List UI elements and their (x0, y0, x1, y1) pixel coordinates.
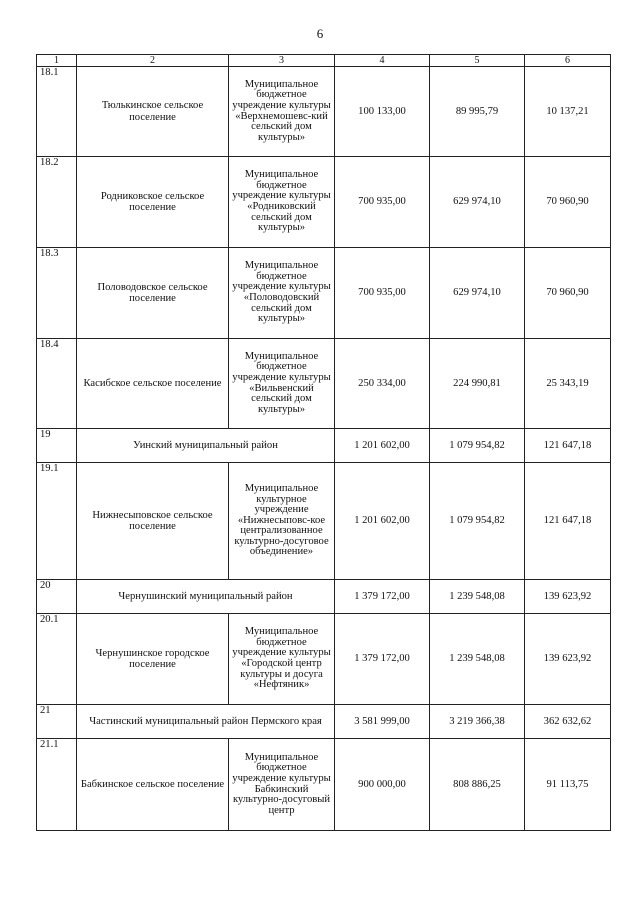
amount-col5: 1 079 954,82 (430, 463, 525, 580)
amount-col4: 1 379 172,00 (335, 580, 430, 614)
table-row (37, 67, 611, 157)
institution-name: Муниципальное бюджетное учреждение культуры Бабкинский культурно-досуговый центр (229, 739, 335, 831)
amount-col6: 121 647,18 (525, 463, 611, 580)
amount-col5: 1 239 548,08 (430, 580, 525, 614)
row-number: 19.1 (37, 463, 77, 580)
row-number: 18.3 (37, 248, 77, 339)
institution-name: Муниципальное бюджетное учреждение культуры «Родниковский сельский дом культуры» (229, 157, 335, 248)
amount-col5: 3 219 366,38 (430, 705, 525, 739)
amount-col6: 10 137,21 (525, 67, 611, 157)
table-row (37, 463, 611, 580)
amount-col6: 91 113,75 (525, 739, 611, 831)
table-row (37, 339, 611, 429)
district-name: Уинский муниципальный район (77, 429, 335, 463)
row-number: 18.2 (37, 157, 77, 248)
settlement-name: Тюлькинское сельское поселение (77, 67, 229, 157)
column-header: 3 (229, 55, 335, 67)
amount-col4: 700 935,00 (335, 248, 430, 339)
amount-col6: 25 343,19 (525, 339, 611, 429)
settlement-name: Чернушинское городское поселение (77, 614, 229, 705)
institution-name: Муниципальное культурное учреждение «Нижнесыповс-кое централизованное культурно-досуговое объединение» (229, 463, 335, 580)
amount-col6: 70 960,90 (525, 157, 611, 248)
institution-name: Муниципальное бюджетное учреждение культуры «Половодовский сельский дом культуры» (229, 248, 335, 339)
amount-col5: 1 239 548,08 (430, 614, 525, 705)
amount-col5: 629 974,10 (430, 157, 525, 248)
page-number: 6 (316, 26, 324, 41)
settlement-name: Нижнесыповское сельское поселение (77, 463, 229, 580)
amount-col6: 139 623,92 (525, 580, 611, 614)
settlement-name: Родниковское сельское поселение (77, 157, 229, 248)
amount-col4: 900 000,00 (335, 739, 430, 831)
amount-col5: 224 990,81 (430, 339, 525, 429)
amount-col6: 121 647,18 (525, 429, 611, 463)
row-number: 18.1 (37, 67, 77, 157)
column-header: 1 (37, 55, 77, 67)
amount-col4: 700 935,00 (335, 157, 430, 248)
district-row (37, 429, 611, 463)
column-header: 6 (525, 55, 611, 67)
amount-col5: 808 886,25 (430, 739, 525, 831)
amount-col4: 250 334,00 (335, 339, 430, 429)
institution-name: Муниципальное бюджетное учреждение культуры «Верхнемошевс-кий сельский дом культуры» (229, 67, 335, 157)
table-row (37, 614, 611, 705)
row-number: 19 (37, 429, 77, 463)
amount-col5: 89 995,79 (430, 67, 525, 157)
settlement-name: Бабкинское сельское поселение (77, 739, 229, 831)
column-header: 2 (77, 55, 229, 67)
row-number: 20.1 (37, 614, 77, 705)
table-row (37, 157, 611, 248)
table-row (37, 739, 611, 831)
settlement-name: Касибское сельское поселение (77, 339, 229, 429)
row-number: 18.4 (37, 339, 77, 429)
institution-name: Муниципальное бюджетное учреждение культуры «Городской центр культуры и досуга «Нефтяник» (229, 614, 335, 705)
amount-col6: 70 960,90 (525, 248, 611, 339)
amount-col6: 139 623,92 (525, 614, 611, 705)
amount-col4: 1 201 602,00 (335, 463, 430, 580)
row-number: 21.1 (37, 739, 77, 831)
institution-name: Муниципальное бюджетное учреждение культуры «Вильвенский сельский дом культуры» (229, 339, 335, 429)
row-number: 21 (37, 705, 77, 739)
district-name: Частинский муниципальный район Пермского края (77, 705, 335, 739)
column-header: 4 (335, 55, 430, 67)
budget-table (36, 54, 611, 831)
district-name: Чернушинский муниципальный район (77, 580, 335, 614)
amount-col5: 629 974,10 (430, 248, 525, 339)
amount-col4: 100 133,00 (335, 67, 430, 157)
amount-col5: 1 079 954,82 (430, 429, 525, 463)
amount-col4: 1 201 602,00 (335, 429, 430, 463)
settlement-name: Половодовское сельское поселение (77, 248, 229, 339)
district-row (37, 580, 611, 614)
header-row (37, 55, 611, 67)
amount-col6: 362 632,62 (525, 705, 611, 739)
row-number: 20 (37, 580, 77, 614)
district-row (37, 705, 611, 739)
column-header: 5 (430, 55, 525, 67)
amount-col4: 1 379 172,00 (335, 614, 430, 705)
table-row (37, 248, 611, 339)
amount-col4: 3 581 999,00 (335, 705, 430, 739)
